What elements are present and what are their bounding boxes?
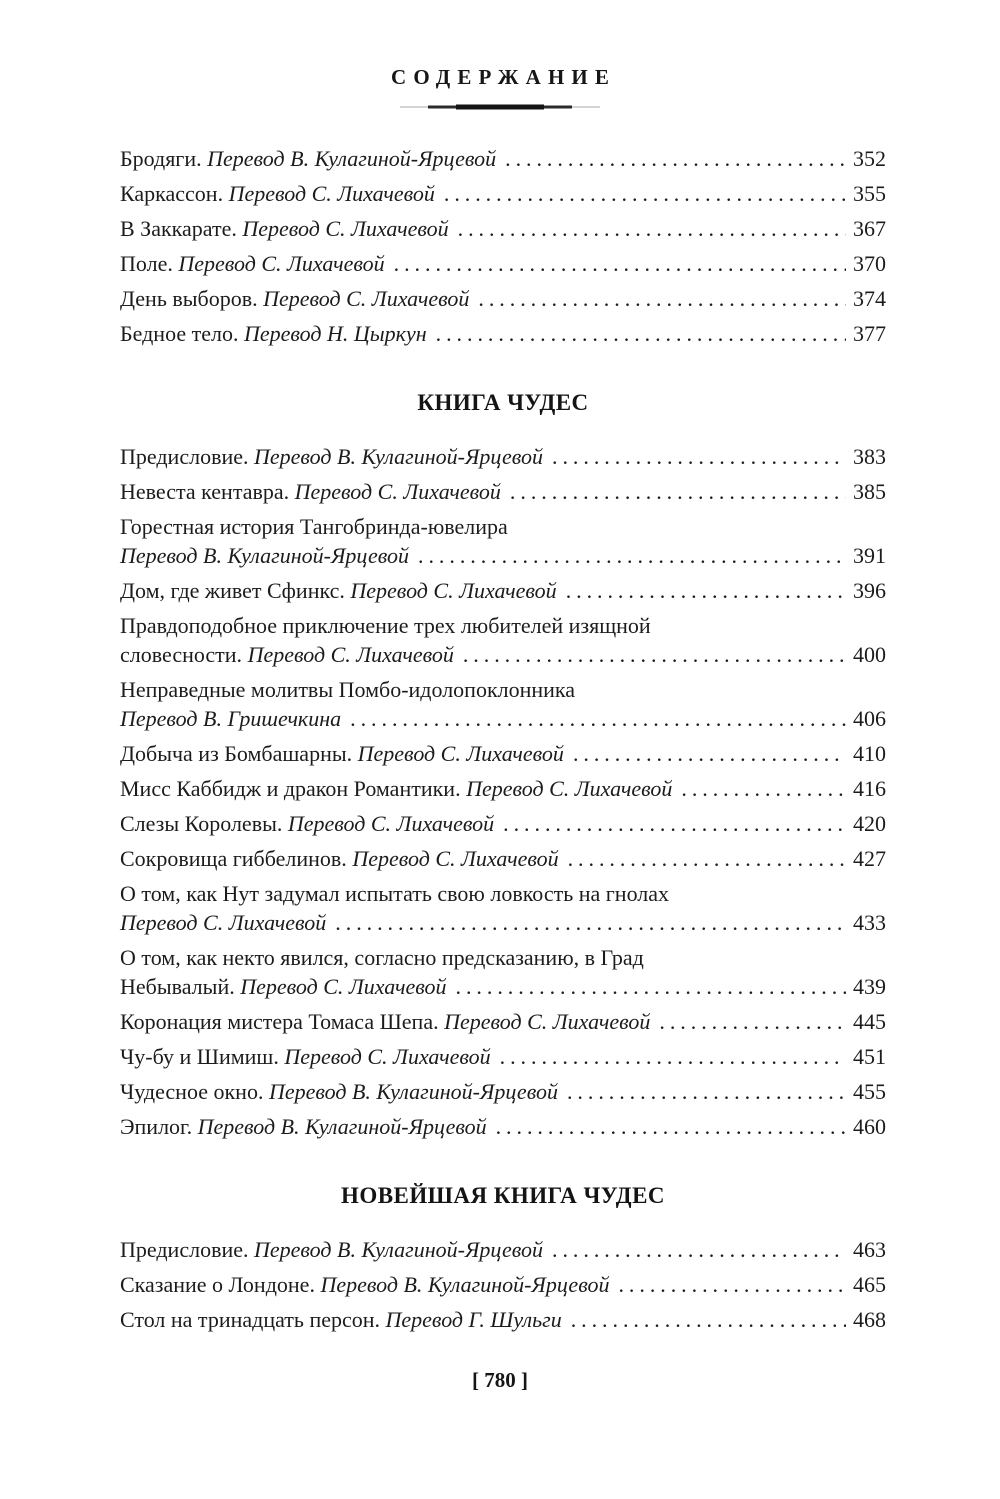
entry-label — [120, 442, 543, 471]
toc-entry-row — [120, 611, 886, 640]
entry-label — [120, 249, 385, 278]
toc-entry — [120, 1112, 886, 1141]
entry-page-number: 367 — [853, 216, 886, 241]
dot-leader — [436, 319, 846, 348]
entry-label — [120, 675, 575, 704]
dot-leader — [350, 704, 846, 733]
entry-page-number: 460 — [853, 1114, 886, 1139]
dot-leader — [552, 1235, 846, 1264]
toc-entry — [120, 879, 886, 937]
dot-leader — [566, 576, 846, 605]
toc-entry — [120, 214, 886, 243]
entry-title: словесности. — [120, 642, 248, 667]
toc-entry — [120, 844, 886, 873]
entry-label — [120, 739, 564, 768]
entry-title: Сокровища гиббелинов. — [120, 846, 353, 871]
entry-label — [120, 477, 501, 506]
entry-translator: Перевод С. Лихачевой — [352, 846, 559, 871]
entry-title: Предисловие. — [120, 444, 254, 469]
entry-title: Коронация мистера Томаса Шепа. — [120, 1009, 445, 1034]
entry-page-number: 396 — [853, 578, 886, 603]
entry-label — [120, 774, 672, 803]
entry-title: Дом, где живет Сфинкс. — [120, 578, 351, 603]
entry-page-number: 374 — [853, 286, 886, 311]
entry-translator: Перевод В. Кулагиной-Ярцевой — [268, 1079, 558, 1104]
toc-entry-row — [120, 541, 886, 570]
entry-label — [120, 640, 454, 669]
dot-leader — [456, 972, 846, 1001]
toc-entry-row — [120, 179, 886, 208]
dot-leader — [505, 144, 846, 173]
entry-label — [120, 541, 409, 570]
entry-translator: Перевод В. Кулагиной-Ярцевой — [254, 444, 544, 469]
entry-title: Предисловие. — [120, 1237, 254, 1262]
toc-entry-row — [120, 1042, 886, 1071]
toc-entry-row — [120, 972, 886, 1001]
entry-title: Горестная история Тангобринда-ювелира — [120, 514, 508, 539]
toc-entry — [120, 319, 886, 348]
entry-title: Бедное тело. — [120, 321, 244, 346]
entry-translator: Перевод С. Лихачевой — [466, 776, 673, 801]
dot-leader — [552, 442, 846, 471]
entry-title: Небывалый. — [120, 974, 241, 999]
entry-page-number: 420 — [853, 811, 886, 836]
entry-label — [120, 1305, 562, 1334]
entry-page-number: 451 — [853, 1044, 886, 1069]
entry-page-number: 406 — [853, 706, 886, 731]
toc-entry-row — [120, 1077, 886, 1106]
toc-entry — [120, 1007, 886, 1036]
entry-page-number: 370 — [853, 251, 886, 276]
entry-page-number: 468 — [853, 1307, 886, 1332]
entry-translator: Перевод В. Кулагиной-Ярцевой — [207, 146, 497, 171]
entry-page-number: 352 — [853, 146, 886, 171]
toc-entry — [120, 249, 886, 278]
toc-entry — [120, 774, 886, 803]
entry-label — [120, 179, 435, 208]
toc-entry — [120, 1270, 886, 1299]
toc-entry-row — [120, 844, 886, 873]
toc-entry — [120, 611, 886, 669]
entry-label — [120, 1270, 609, 1299]
dot-leader — [681, 774, 846, 803]
entry-title: День выборов. — [120, 286, 264, 311]
toc-entry-row — [120, 640, 886, 669]
entry-translator: Перевод С. Лихачевой — [263, 286, 470, 311]
toc-entry-row — [120, 943, 886, 972]
toc-entry-row — [120, 512, 886, 541]
entry-translator: Перевод С. Лихачевой — [228, 181, 435, 206]
toc-entry — [120, 739, 886, 768]
toc — [120, 144, 886, 1334]
entry-page-number: 400 — [853, 642, 886, 667]
entry-title: Правдоподобное приключение трех любителей изящной — [120, 613, 651, 638]
entry-label — [120, 943, 644, 972]
entry-list — [120, 1235, 886, 1334]
dot-leader — [659, 1007, 846, 1036]
entry-label — [120, 972, 447, 1001]
entry-translator: Перевод С. Лихачевой — [178, 251, 385, 276]
toc-entry-row — [120, 284, 886, 313]
entry-translator: Перевод В. Гришечкина — [120, 706, 342, 731]
entry-list — [120, 442, 886, 1141]
toc-entry — [120, 675, 886, 733]
section-heading: НОВЕЙШАЯ КНИГА ЧУДЕС — [341, 1183, 665, 1208]
entry-title: Сказание о Лондоне. — [120, 1272, 321, 1297]
entry-page-number: 465 — [853, 1272, 886, 1297]
entry-translator: Перевод С. Лихачевой — [242, 216, 449, 241]
toc-entry — [120, 1235, 886, 1264]
entry-label — [120, 512, 508, 541]
entry-label — [120, 704, 341, 733]
dot-leader — [503, 809, 846, 838]
dot-leader — [444, 179, 846, 208]
page-title: СОДЕРЖАНИЕ — [391, 65, 617, 89]
entry-label — [120, 879, 669, 908]
toc-entry-row — [120, 1112, 886, 1141]
entry-translator: Перевод Г. Шульги — [385, 1307, 562, 1332]
entry-title: В Заккарате. — [120, 216, 243, 241]
entry-page-number: 377 — [853, 321, 886, 346]
entry-translator: Перевод С. Лихачевой — [247, 642, 454, 667]
entry-translator: Перевод С. Лихачевой — [350, 578, 557, 603]
toc-entry — [120, 284, 886, 313]
ornamental-rule — [400, 103, 600, 110]
toc-entry — [120, 809, 886, 838]
toc-entry — [120, 1042, 886, 1071]
entry-translator: Перевод Н. Цыркун — [243, 321, 427, 346]
dot-leader — [567, 1077, 846, 1106]
entry-label — [120, 576, 557, 605]
entry-title: Неправедные молитвы Помбо-идолопоклонника — [120, 677, 576, 702]
entry-translator: Перевод В. Кулагиной-Ярцевой — [320, 1272, 610, 1297]
dot-leader — [571, 1305, 846, 1334]
dot-leader — [618, 1270, 846, 1299]
entry-page-number: 439 — [853, 974, 886, 999]
toc-entry-row — [120, 1007, 886, 1036]
entry-title: Стол на тринадцать персон. — [120, 1307, 386, 1332]
toc-entry-row — [120, 1235, 886, 1264]
entry-page-number: 383 — [853, 444, 886, 469]
entry-translator: Перевод В. Кулагиной-Ярцевой — [120, 543, 410, 568]
toc-section — [120, 144, 886, 348]
section-heading: КНИГА ЧУДЕС — [417, 390, 589, 415]
entry-label — [120, 284, 469, 313]
entry-page-number: 433 — [853, 910, 886, 935]
dot-leader — [335, 908, 846, 937]
entry-translator: Перевод С. Лихачевой — [287, 811, 495, 836]
toc-entry-row — [120, 144, 886, 173]
toc-entry-row — [120, 675, 886, 704]
entry-label — [120, 1042, 491, 1071]
toc-entry-row — [120, 1270, 886, 1299]
toc-entry — [120, 576, 886, 605]
dot-leader — [496, 1112, 846, 1141]
entry-translator: Перевод С. Лихачевой — [357, 741, 564, 766]
entry-page-number: 427 — [853, 846, 886, 871]
entry-title: О том, как Нут задумал испытать свою ловкость на гнолах — [120, 881, 670, 906]
entry-label — [120, 809, 494, 838]
entry-label — [120, 214, 449, 243]
entry-label — [120, 1235, 543, 1264]
toc-entry-row — [120, 704, 886, 733]
entry-label — [120, 908, 326, 937]
entry-translator: Перевод С. Лихачевой — [284, 1044, 491, 1069]
dot-leader — [394, 249, 846, 278]
entry-page-number: 410 — [853, 741, 886, 766]
entry-translator: Перевод В. Кулагиной-Ярцевой — [254, 1237, 544, 1262]
entry-title: Поле. — [120, 251, 179, 276]
dot-leader — [458, 214, 846, 243]
dot-leader — [478, 284, 846, 313]
entry-title: Слезы Королевы. — [120, 811, 288, 836]
dot-leader — [573, 739, 846, 768]
toc-entry-row — [120, 214, 886, 243]
toc-entry-row — [120, 879, 886, 908]
toc-entry-row — [120, 739, 886, 768]
entry-title: Чу-бу и Шимиш. — [120, 1044, 285, 1069]
toc-entry — [120, 512, 886, 570]
toc-entry — [120, 1077, 886, 1106]
entry-title: Бродяги. — [120, 146, 208, 171]
entry-label — [120, 844, 559, 873]
entry-translator: Перевод С. Лихачевой — [240, 974, 447, 999]
toc-section — [120, 1181, 886, 1334]
toc-entry — [120, 144, 886, 173]
dot-leader — [418, 541, 846, 570]
toc-entry — [120, 179, 886, 208]
entry-title: Каркассон. — [120, 181, 229, 206]
toc-entry-row — [120, 442, 886, 471]
entry-title: Эпилог. — [120, 1114, 198, 1139]
entry-page-number: 416 — [853, 776, 886, 801]
page-number-folio: [ 780 ] — [472, 1368, 528, 1392]
rule-thick-line — [456, 104, 544, 109]
entry-title: О том, как некто явился, согласно предсказанию, в Град — [120, 945, 644, 970]
entry-title: Невеста кентавра. — [120, 479, 295, 504]
entry-translator: Перевод С. Лихачевой — [120, 910, 327, 935]
entry-label — [120, 1007, 650, 1036]
toc-entry — [120, 477, 886, 506]
dot-leader — [500, 1042, 846, 1071]
entry-label — [120, 1112, 487, 1141]
entry-page-number: 445 — [853, 1009, 886, 1034]
toc-entry-row — [120, 908, 886, 937]
entry-translator: Перевод С. Лихачевой — [444, 1009, 651, 1034]
dot-leader — [510, 477, 846, 506]
dot-leader — [568, 844, 846, 873]
entry-list — [120, 144, 886, 348]
toc-entry — [120, 1305, 886, 1334]
entry-label — [120, 611, 651, 640]
toc-entry-row — [120, 249, 886, 278]
entry-label — [120, 1077, 558, 1106]
entry-label — [120, 319, 427, 348]
entry-page-number: 455 — [853, 1079, 886, 1104]
toc-entry-row — [120, 774, 886, 803]
entry-translator: Перевод В. Кулагиной-Ярцевой — [197, 1114, 487, 1139]
entry-translator: Перевод С. Лихачевой — [294, 479, 501, 504]
entry-title: Чудесное окно. — [120, 1079, 269, 1104]
entry-page-number: 391 — [853, 543, 886, 568]
toc-entry-row — [120, 477, 886, 506]
toc-entry — [120, 943, 886, 1001]
entry-label — [120, 144, 496, 173]
dot-leader — [463, 640, 846, 669]
toc-entry-row — [120, 809, 886, 838]
toc-section — [120, 388, 886, 1141]
entry-title: Добыча из Бомбашарны. — [120, 741, 358, 766]
entry-page-number: 385 — [853, 479, 886, 504]
toc-entry-row — [120, 319, 886, 348]
entry-title: Мисс Каббидж и дракон Романтики. — [120, 776, 467, 801]
toc-entry — [120, 442, 886, 471]
toc-entry-row — [120, 576, 886, 605]
entry-page-number: 355 — [853, 181, 886, 206]
entry-page-number: 463 — [853, 1237, 886, 1262]
toc-entry-row — [120, 1305, 886, 1334]
